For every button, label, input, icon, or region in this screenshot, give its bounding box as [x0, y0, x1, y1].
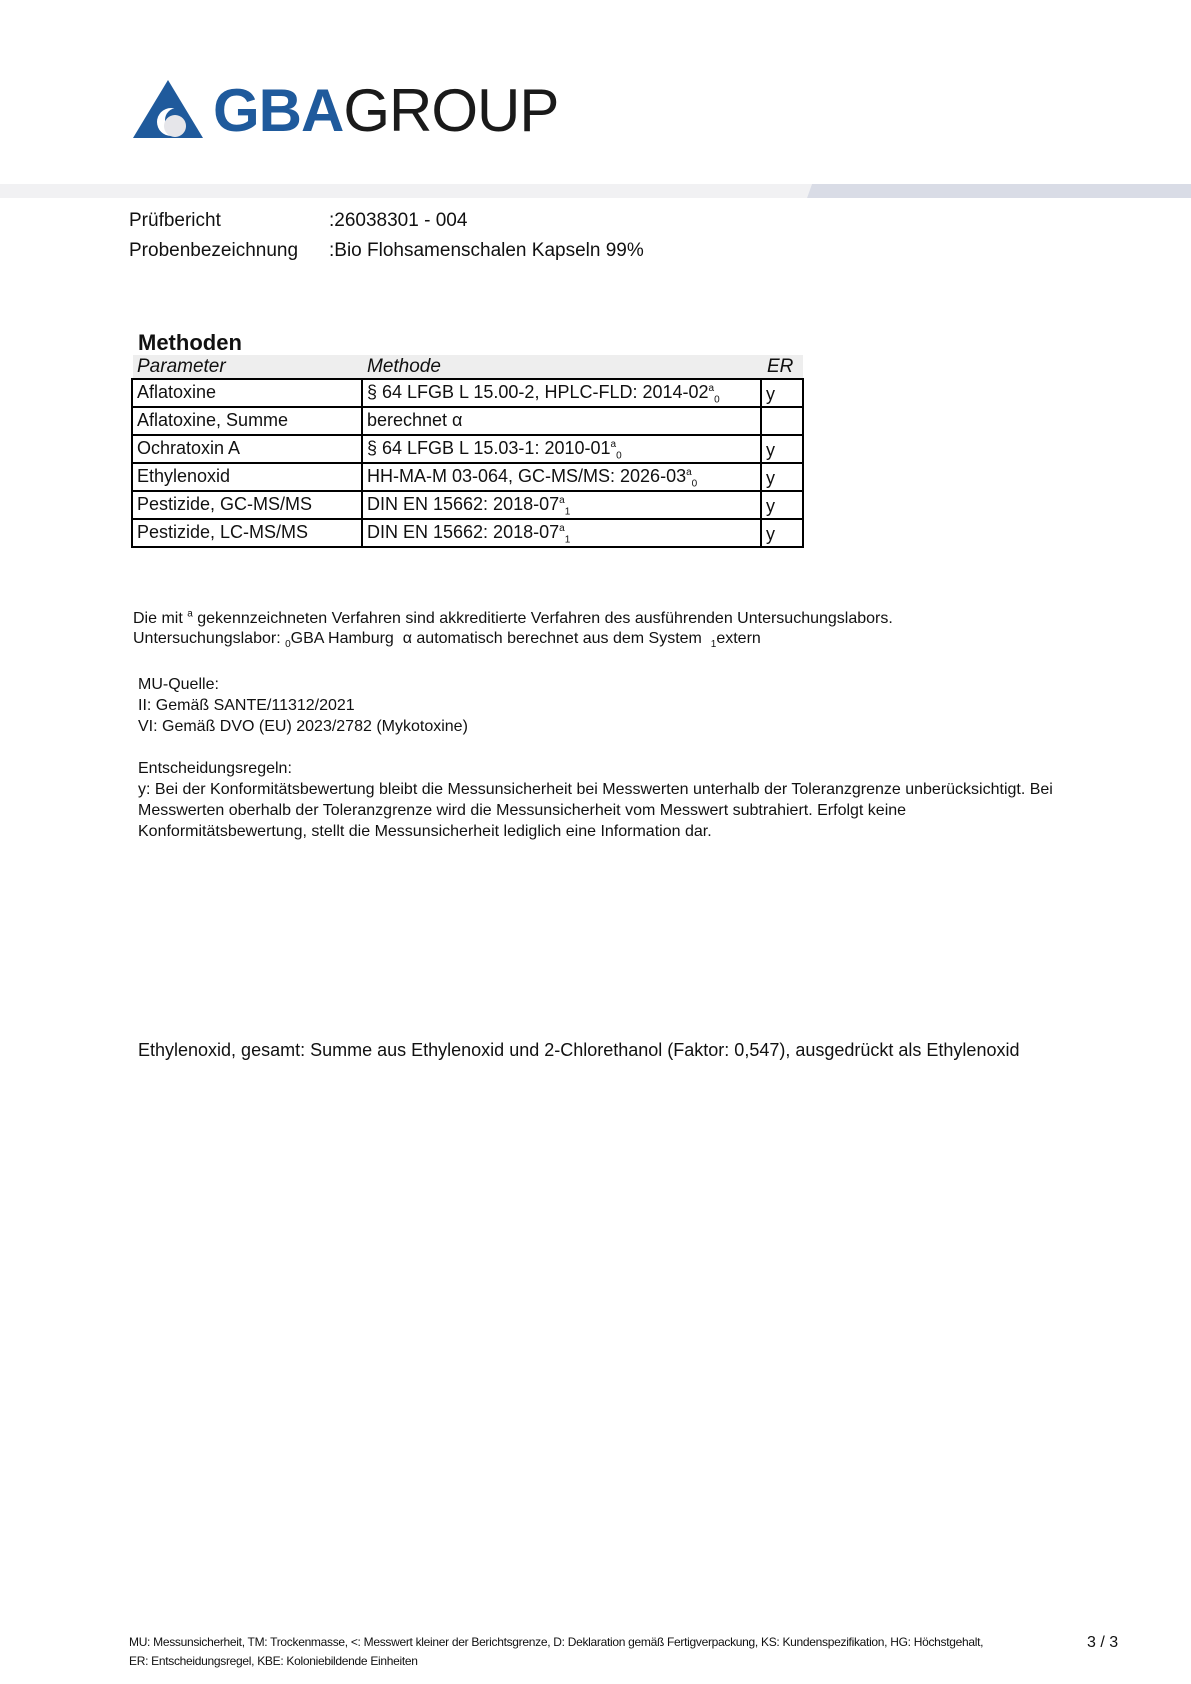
method-cell [362, 519, 761, 547]
lab-marker: 1 [564, 534, 571, 546]
lab-marker: 0 [285, 639, 291, 651]
er-cell: y [761, 491, 803, 519]
accreditation-note [133, 609, 893, 629]
table-row [132, 463, 803, 491]
method-cell [362, 407, 761, 435]
mu-source-title: MU-Quelle: [138, 676, 219, 693]
method-cell [362, 463, 761, 491]
er-cell: y [761, 435, 803, 463]
methods-table [131, 378, 804, 548]
table-row [132, 407, 803, 435]
decision-rules-title: Entscheidungsregeln: [138, 760, 292, 777]
lab-name: GBA Hamburg [290, 630, 394, 647]
logo-text-group: GROUP [343, 77, 559, 144]
mu-source-line: II: Gemäß SANTE/11312/2021 [138, 697, 355, 714]
parameter-cell: Pestizide, LC-MS/MS [132, 519, 362, 547]
accredited-marker: a [559, 495, 565, 506]
calculated-note: α automatisch berechnet aus dem System [402, 630, 702, 647]
header-er: ER [767, 356, 794, 377]
accredited-marker: a [708, 383, 715, 394]
gba-triangle-icon [131, 78, 205, 140]
er-cell: y [761, 379, 803, 407]
accredited-marker: a [686, 467, 692, 478]
decision-rules-line: y: Bei der Konformitätsbewertung bleibt die Messunsicherheit bei Messwerten unterhalb der Toleranzgrenze unberücksichtigt. Bei [138, 781, 1053, 798]
report-number-label: Prüfbericht [129, 210, 221, 231]
accreditation-note-text: gekennzeichneten Verfahren sind akkreditierte Verfahren des ausführenden Untersuchungslabors. [192, 610, 893, 627]
logo-wordmark [213, 76, 558, 146]
lab-marker: 1 [710, 639, 717, 651]
mu-source-line: VI: Gemäß DVO (EU) 2023/2782 (Mykotoxine) [138, 718, 468, 735]
parameter-cell: Pestizide, GC-MS/MS [132, 491, 362, 519]
company-logo [131, 76, 561, 146]
header-band [0, 184, 1191, 198]
method-text: DIN EN 15662: 2018-07 [367, 494, 560, 514]
method-cell [362, 379, 761, 407]
accreditation-note-text: Die mit [133, 610, 188, 627]
lab-note [133, 629, 761, 649]
sample-name-label: Probenbezeichnung [129, 240, 299, 261]
table-row [132, 379, 803, 407]
report-number-value: :26038301 - 004 [329, 210, 468, 231]
method-text: HH-MA-M 03-064, GC-MS/MS: 2026-03 [367, 466, 687, 486]
lab-note-label: Untersuchungslabor: [133, 630, 286, 647]
method-cell [362, 491, 761, 519]
lab-marker: 0 [691, 478, 698, 490]
logo-text-gba: GBA [213, 77, 344, 144]
method-text: § 64 LFGB L 15.00-2, HPLC-FLD: 2014-02 [367, 382, 709, 402]
lab-marker: 1 [564, 506, 571, 518]
footer-legend-line: ER: Entscheidungsregel, KBE: Koloniebildende Einheiten [129, 1654, 418, 1668]
accredited-marker: a [610, 439, 617, 450]
parameter-cell: Aflatoxine [132, 379, 362, 407]
parameter-cell: Ethylenoxid [132, 463, 362, 491]
table-row [132, 519, 803, 547]
methods-title: Methoden [138, 330, 242, 355]
method-text: berechnet α [367, 410, 463, 430]
er-cell [761, 407, 803, 435]
table-row [132, 435, 803, 463]
page-number: 3 / 3 [1087, 1634, 1119, 1651]
extern-note: extern [716, 630, 761, 647]
sample-name-value: :Bio Flohsamenschalen Kapseln 99% [329, 240, 644, 261]
er-cell: y [761, 463, 803, 491]
method-cell [362, 435, 761, 463]
lab-marker: 0 [714, 394, 720, 406]
header-parameter: Parameter [137, 356, 226, 377]
lab-marker: 0 [616, 450, 622, 462]
accredited-marker: a [559, 523, 565, 534]
ethylenoxid-note: Ethylenoxid, gesamt: Summe aus Ethylenoxid und 2-Chlorethanol (Faktor: 0,547), ausgedrückt als Ethylenoxid [138, 1040, 1020, 1060]
parameter-cell: Ochratoxin A [132, 435, 362, 463]
decision-rules-line: Messwerten oberhalb der Toleranzgrenze wird die Messunsicherheit vom Messwert subtrahiert. Erfolgt keine [138, 802, 907, 819]
footer-legend-line: MU: Messunsicherheit, TM: Trockenmasse, <: Messwert kleiner der Berichtsgrenze, D: Deklaration gemäß Fertigverpackung, KS: Kundenspezifikation, HG: Höchstgehalt, [129, 1635, 984, 1649]
header-method: Methode [367, 356, 441, 377]
decision-rules-line: Konformitätsbewertung, stellt die Messunsicherheit lediglich eine Information dar. [138, 823, 712, 840]
parameter-cell: Aflatoxine, Summe [132, 407, 362, 435]
methods-table-header [133, 355, 803, 378]
method-text: § 64 LFGB L 15.03-1: 2010-01 [367, 438, 611, 458]
accredited-marker: a [187, 608, 193, 620]
method-text: DIN EN 15662: 2018-07 [367, 522, 560, 542]
er-cell: y [761, 519, 803, 547]
table-row [132, 491, 803, 519]
